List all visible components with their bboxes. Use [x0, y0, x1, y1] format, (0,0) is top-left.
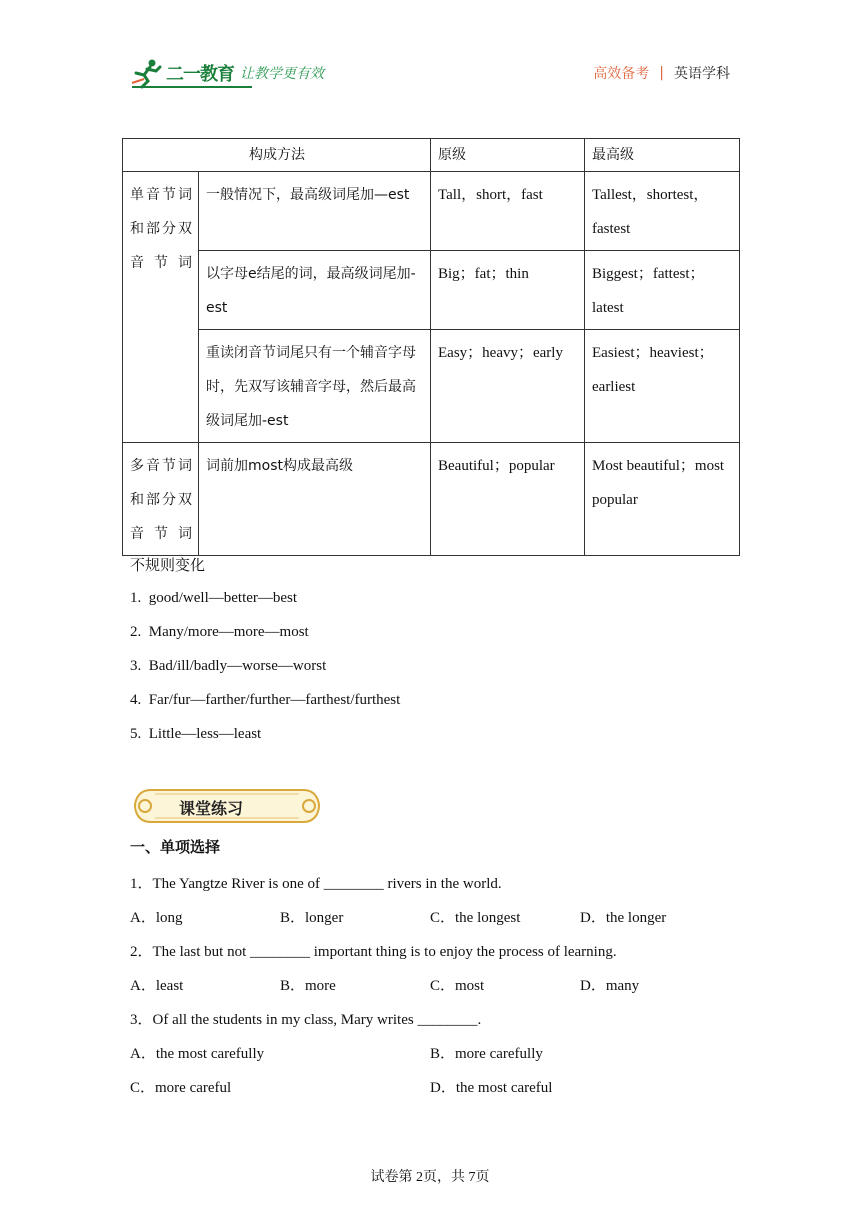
question-stem: 3．Of all the students in my class, Mary writes ________. [130, 1012, 482, 1028]
group-label: 单音节词和部分双音节词 [123, 172, 199, 443]
base-cell: Tall，short，fast [431, 172, 585, 251]
option: C．most [430, 978, 485, 994]
table-row [123, 172, 740, 251]
question-stem: 1．The Yangtze River is one of ________ rivers in the world. [130, 876, 502, 892]
method-cell: 以字母e结尾的词，最高级词尾加-est [199, 251, 431, 330]
method-cell: 词前加most构成最高级 [199, 443, 431, 556]
superlative-cell: Tallest，shortest，fastest [585, 172, 740, 251]
option: B．longer [280, 910, 344, 926]
list-item: 5. Little—less—least [130, 726, 262, 742]
option: A．least [130, 978, 184, 994]
option: A．long [130, 910, 183, 926]
option: B．more carefully [430, 1046, 543, 1062]
table-row [123, 251, 740, 330]
base-cell: Big；fat；thin [431, 251, 585, 330]
option: D．the longer [580, 910, 667, 926]
header-divider: | [659, 65, 664, 81]
header-base: 原级 [431, 139, 585, 172]
section-title: 一、单项选择 [130, 838, 221, 856]
option: D．many [580, 978, 640, 994]
superlative-cell: Most beautiful；most popular [585, 443, 740, 556]
page-header [0, 0, 860, 100]
method-cell: 重读闭音节词尾只有一个辅音字母时，先双写该辅音字母，然后最高级词尾加-est [199, 330, 431, 443]
list-item: 3. Bad/ill/badly—worse—worst [130, 658, 327, 674]
option: D．the most careful [430, 1080, 553, 1096]
header-subject-name: 英语学科 [674, 66, 730, 82]
brand-slogan: 让教学更有效 [240, 66, 324, 82]
header-subject [593, 63, 730, 83]
superlative-cell: Easiest；heaviest；earliest [585, 330, 740, 443]
question-stem: 2．The last but not ________ important thing is to enjoy the process of learning. [130, 944, 617, 960]
superlative-table [122, 138, 740, 556]
option: B．more [280, 978, 336, 994]
header-superlative: 最高级 [585, 139, 740, 172]
list-item: 1. good/well—better—best [130, 590, 298, 606]
base-cell: Beautiful；popular [431, 443, 585, 556]
superlative-cell: Biggest；fattest；latest [585, 251, 740, 330]
logo-underline [132, 86, 252, 88]
irregular-title: 不规则变化 [130, 556, 206, 574]
table-row [123, 443, 740, 556]
section-banner [131, 784, 323, 828]
list-item: 4. Far/fur—farther/further—farthest/furthest [130, 692, 401, 708]
table-row [123, 330, 740, 443]
header-tagline: 高效备考 [593, 66, 650, 82]
list-item: 2. Many/more—more—most [130, 624, 309, 640]
method-cell: 一般情况下，最高级词尾加—est [199, 172, 431, 251]
header-method: 构成方法 [123, 139, 431, 172]
table-header-row [123, 139, 740, 172]
banner-label: 课堂练习 [179, 799, 244, 818]
option: A．the most carefully [130, 1046, 265, 1062]
runner-icon [130, 57, 166, 89]
base-cell: Easy；heavy；early [431, 330, 585, 443]
group-label: 多音节词和部分双音节词 [123, 443, 199, 556]
page-footer: 试卷第 2页，共 7页 [370, 1170, 490, 1185]
option: C．more careful [130, 1080, 232, 1096]
brand-name: 二一教育 [166, 64, 234, 85]
option: C．the longest [430, 910, 521, 926]
